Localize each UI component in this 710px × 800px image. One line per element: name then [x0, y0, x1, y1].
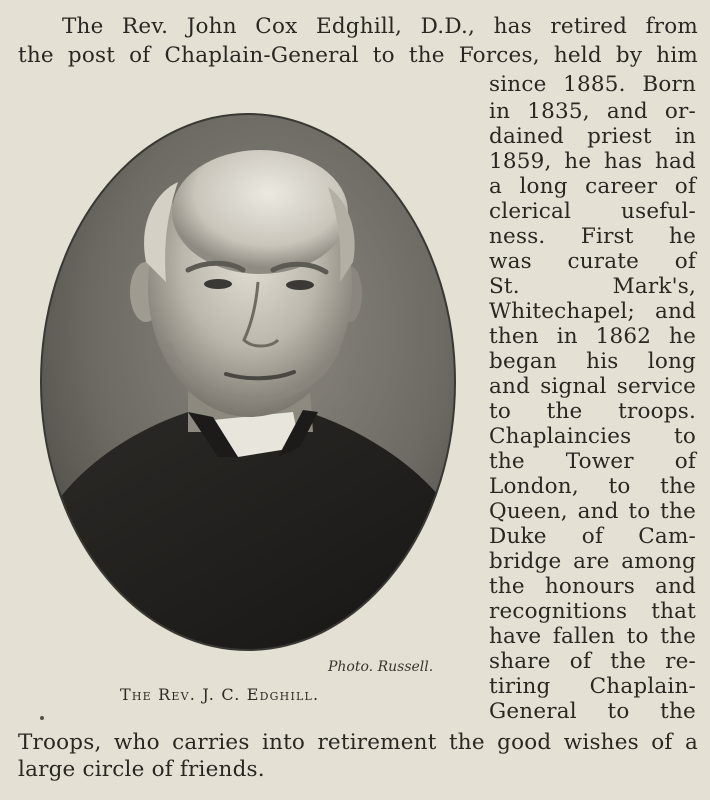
article-line: 1859, he has had: [489, 149, 696, 174]
portrait-photo: [38, 112, 458, 652]
article-line: Duke of Cam-: [489, 524, 696, 549]
article-line: a long career of: [489, 174, 696, 199]
article-line: ness. First he: [489, 224, 696, 249]
article-line: then in 1862 he: [489, 324, 696, 349]
photo-credit: Photo. Russell.: [328, 659, 434, 675]
print-speck: [40, 716, 44, 720]
article-line: was curate of: [489, 249, 696, 274]
article-line: London, to the: [489, 474, 696, 499]
article-line: the post of Chaplain-General to the Forces, held by him: [18, 43, 698, 68]
article-line: and signal service: [489, 374, 696, 399]
article-line: have fallen to the: [489, 624, 696, 649]
article-line: Whitechapel; and: [489, 299, 696, 324]
article-line: began his long: [489, 349, 696, 374]
article-line: The Rev. John Cox Edghill, D.D., has retired from: [62, 14, 698, 39]
article-line: General to the: [489, 699, 696, 724]
portrait-caption: The Rev. J. C. Edghill.: [120, 685, 320, 704]
article-line: St. Mark's,: [489, 274, 696, 299]
article-line: since 1885. Born: [489, 72, 696, 97]
article-line: clerical useful-: [489, 199, 696, 224]
article-line: to the troops.: [489, 399, 696, 424]
article-line: the honours and: [489, 574, 696, 599]
article-line: Queen, and to the: [489, 499, 696, 524]
article-line: dained priest in: [489, 124, 696, 149]
article-line: tiring Chaplain-: [489, 674, 696, 699]
article-line: recognitions that: [489, 599, 696, 624]
article-line: bridge are among: [489, 549, 696, 574]
article-line: the Tower of: [489, 449, 696, 474]
article-line: share of the re-: [489, 649, 696, 674]
article-line: large circle of friends.: [18, 757, 265, 782]
article-line: Chaplaincies to: [489, 424, 696, 449]
article-line: in 1835, and or-: [489, 99, 696, 124]
article-line: Troops, who carries into retirement the good wishes of a: [18, 730, 698, 755]
